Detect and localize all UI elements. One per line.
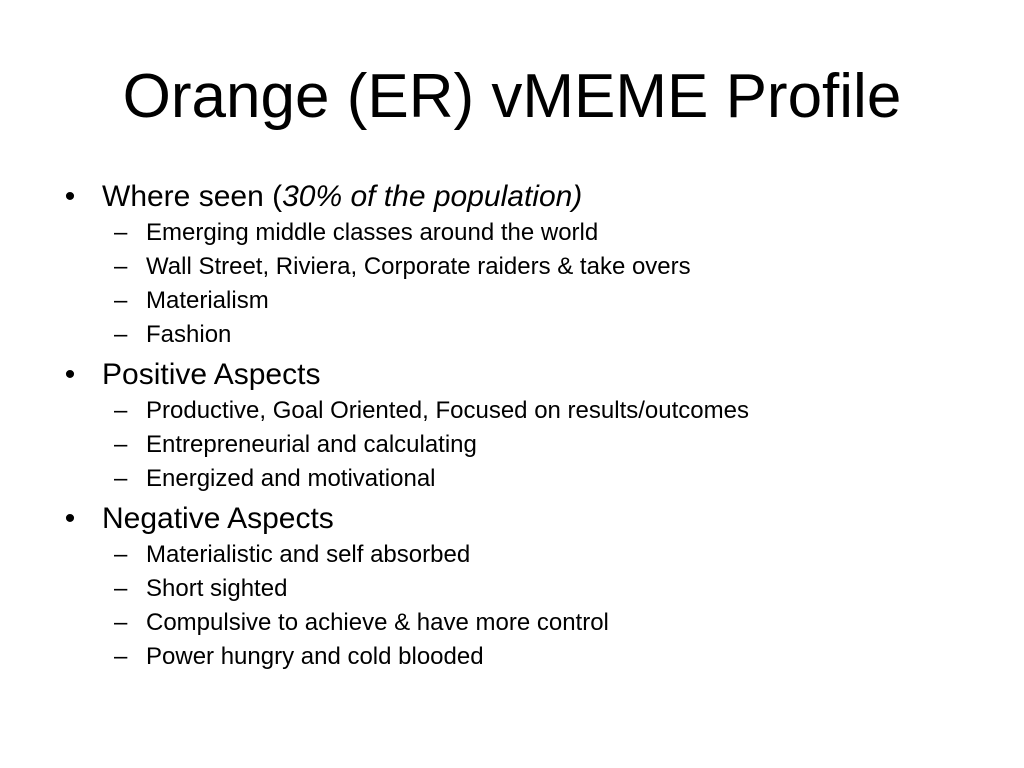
sub-list [102,216,990,352]
sub-list [102,538,990,674]
sub-item [102,428,990,462]
dash-glyph: – [114,287,128,314]
sub-item-text: Materialism [146,287,269,314]
dash-glyph: – [114,431,128,458]
bullet-list [60,178,990,674]
bullet-positive-aspects [60,356,990,496]
sub-item [102,538,990,572]
sub-item-text: Energized and motivational [146,465,436,492]
dash-glyph: – [114,541,128,568]
sub-item-text: Power hungry and cold blooded [146,643,484,670]
sub-item-text: Fashion [146,321,232,348]
bullet-where-seen [60,178,990,352]
sub-item [102,640,990,674]
dash-glyph: – [114,643,128,670]
dash-glyph: – [114,219,128,246]
bullet-heading: Positive Aspects [102,358,321,391]
sub-list [102,394,990,496]
sub-item [102,318,990,352]
bullet-negative-aspects [60,500,990,674]
bullet-glyph: • [64,502,76,535]
sub-item [102,606,990,640]
sub-item-text: Emerging middle classes around the world [146,219,599,246]
bullet-heading: Where seen ( [102,180,283,213]
bullet-heading-italic: 30% of the population) [282,180,583,213]
dash-glyph: – [114,253,128,280]
sub-item-text: Entrepreneurial and calculating [146,431,477,458]
slide-title: Orange (ER) vMEME Profile [122,62,902,131]
bullet-glyph: • [64,358,76,391]
sub-item [102,572,990,606]
dash-glyph: – [114,321,128,348]
sub-item [102,216,990,250]
bullet-glyph: • [64,180,76,213]
sub-item-text: Materialistic and self absorbed [146,541,471,568]
sub-item [102,284,990,318]
sub-item-text: Short sighted [146,575,288,602]
dash-glyph: – [114,465,128,492]
dash-glyph: – [114,609,128,636]
dash-glyph: – [114,575,128,602]
sub-item-text: Wall Street, Riviera, Corporate raiders & take overs [146,253,691,280]
sub-item-text: Productive, Goal Oriented, Focused on results/outcomes [146,397,749,424]
sub-item [102,462,990,496]
bullet-heading: Negative Aspects [102,502,334,535]
sub-item [102,394,990,428]
sub-item-text: Compulsive to achieve & have more control [146,609,609,636]
sub-item [102,250,990,284]
dash-glyph: – [114,397,128,424]
